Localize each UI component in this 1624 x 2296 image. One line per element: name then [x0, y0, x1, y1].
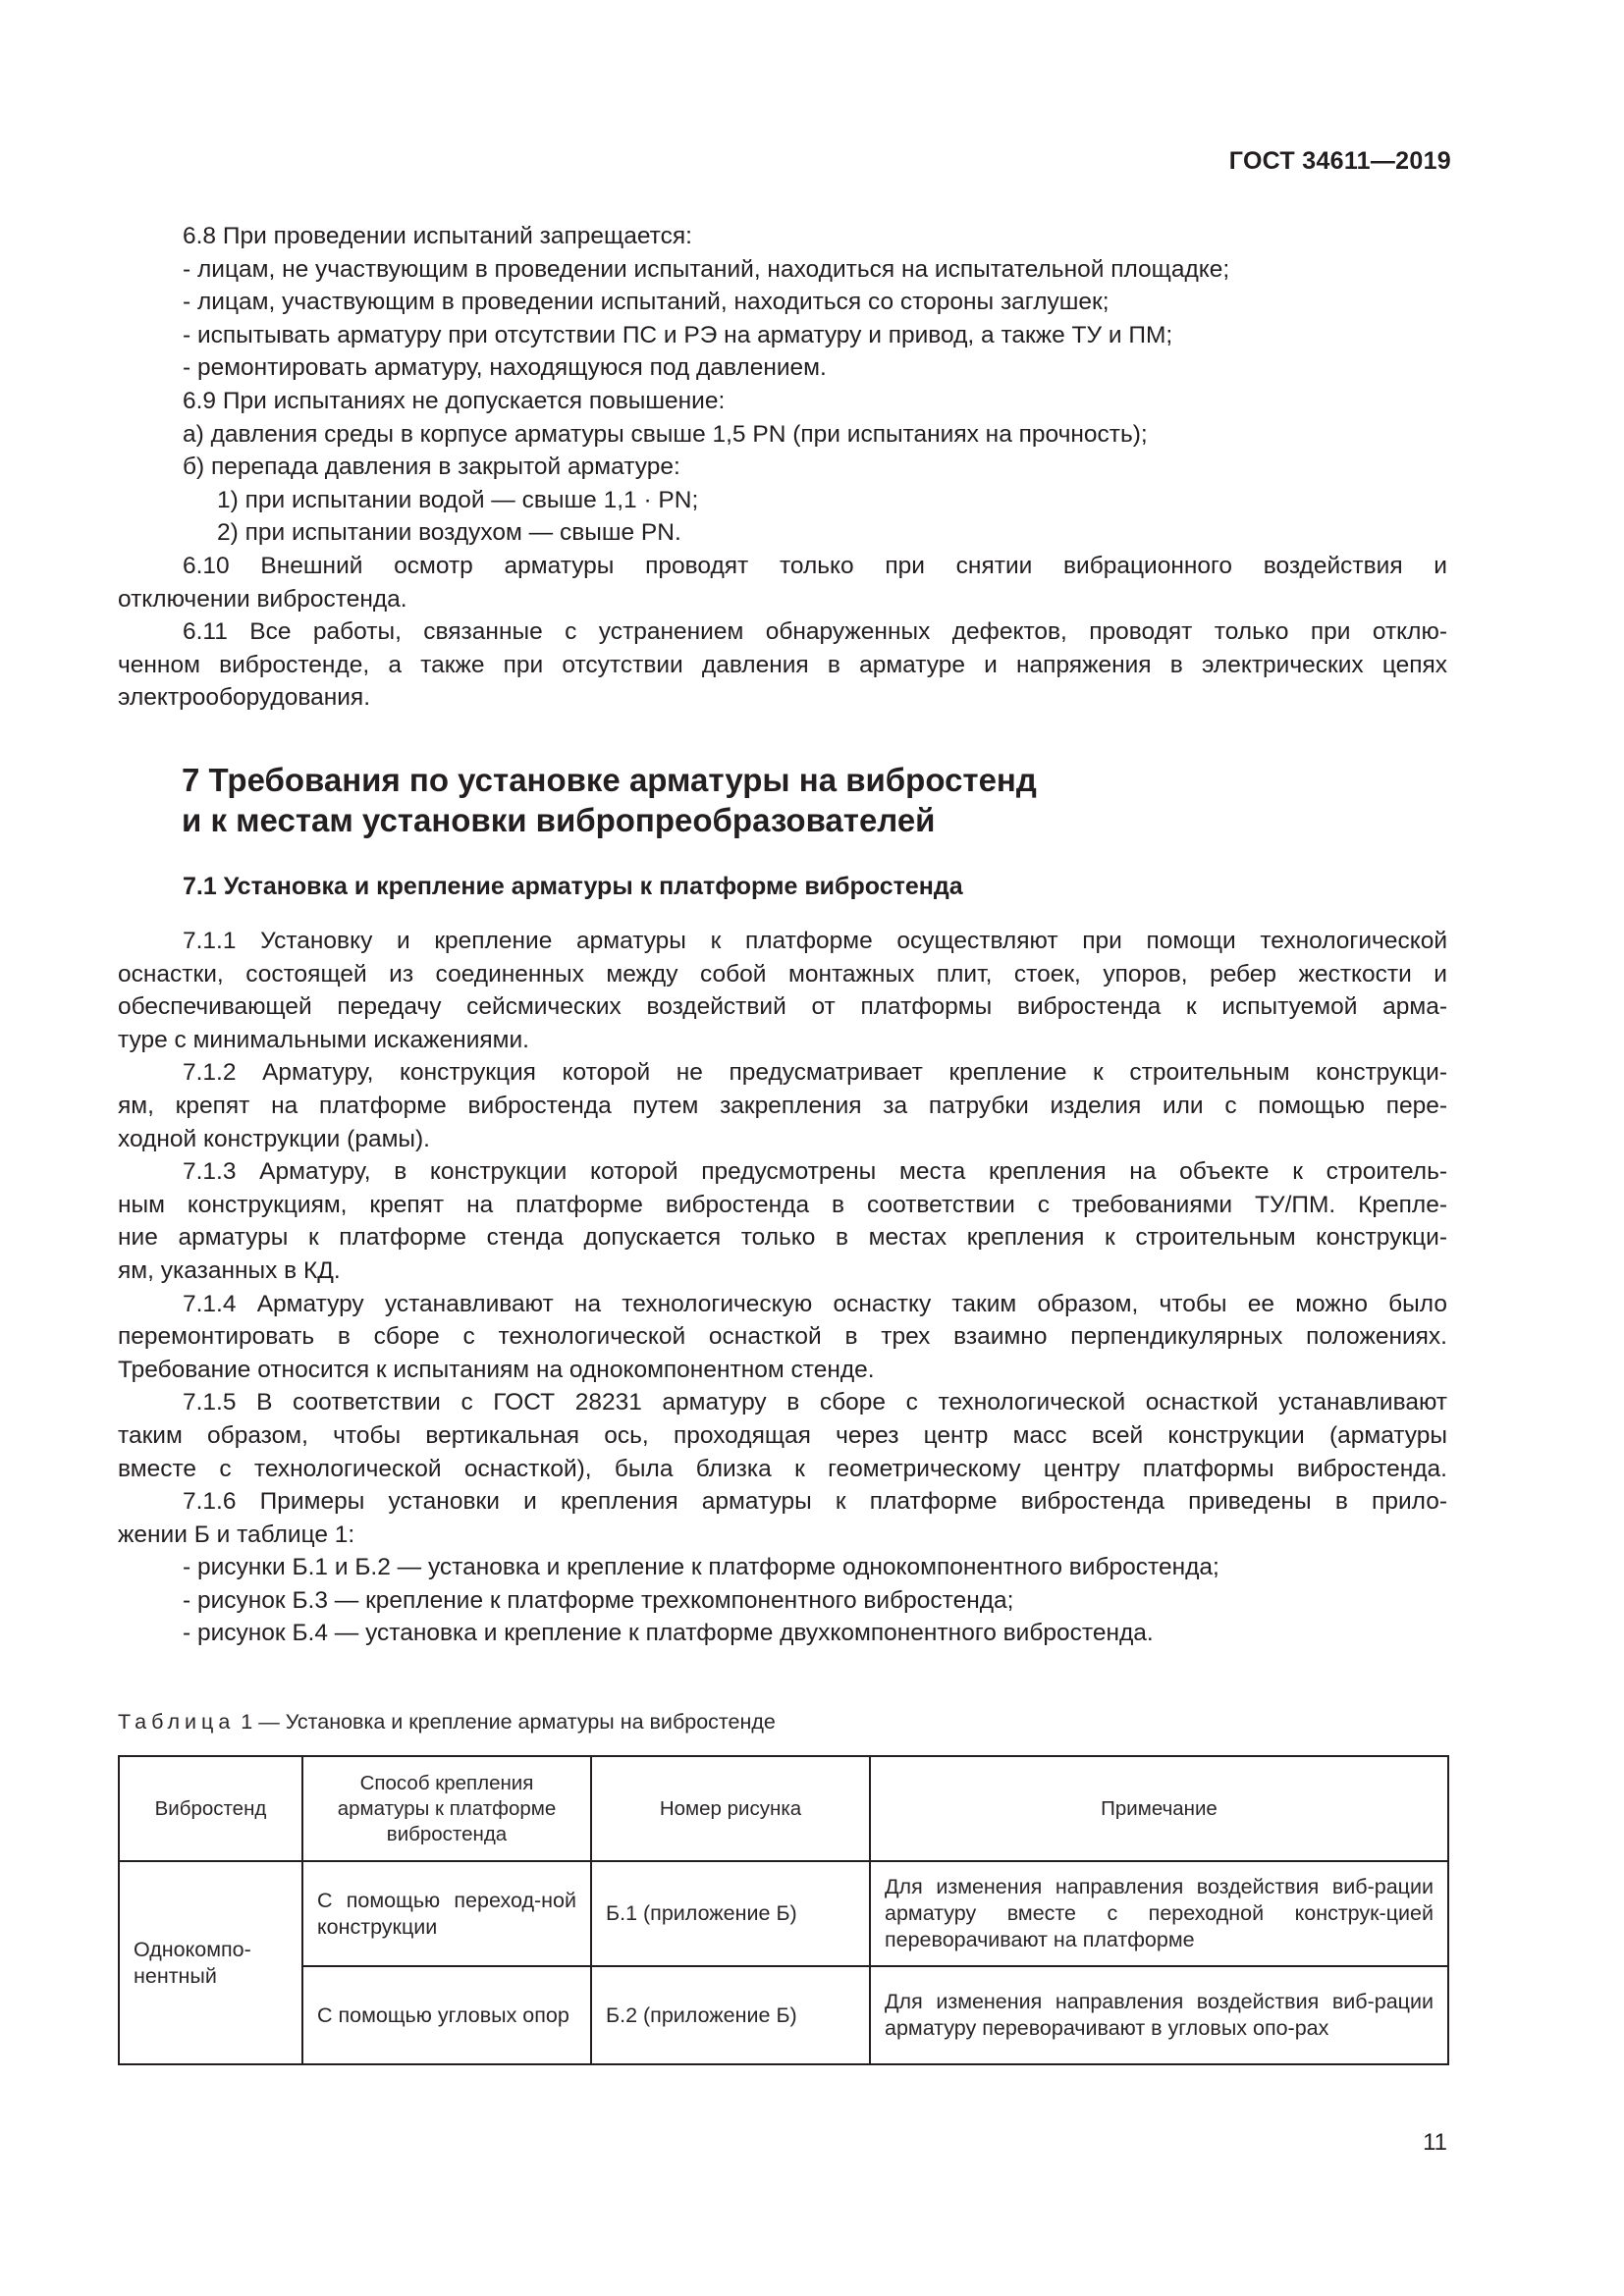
- paragraph-line: электрооборудования.: [118, 684, 370, 712]
- paragraph-line: обеспечивающей передачу сейсмических воздействий от платформы вибростенда к испытуемой арма-: [118, 993, 1447, 1021]
- list-item: - лицам, не участвующим в проведении испытаний, находиться на испытательной площадке;: [183, 255, 1230, 283]
- list-item: - рисунок Б.4 — установка и крепление к платформе двухкомпонентного вибростенда.: [183, 1620, 1154, 1647]
- paragraph-6-8: 6.8 При проведении испытаний запрещается:: [183, 223, 692, 249]
- cell-note: Для изменения направления воздействия виб-рации арматуру переворачивают в угловых опо-рах: [870, 1966, 1448, 2064]
- paragraph-7-1-3: 7.1.3 Арматуру, в конструкции которой предусмотрены места крепления на объекте к строитель-: [183, 1158, 1447, 1186]
- list-item: - рисунки Б.1 и Б.2 — установка и крепление к платформе однокомпонентного вибростенда;: [183, 1554, 1219, 1581]
- table-caption: [118, 1710, 776, 1735]
- heading-line: 7 Требования по установке арматуры на вибростенд: [182, 762, 1037, 798]
- heading-line: и к местам установки вибропреобразователей: [182, 802, 936, 838]
- paragraph-7-1-5: 7.1.5 В соответствии с ГОСТ 28231 арматуру в сборе с технологической оснасткой устанавливают: [183, 1389, 1447, 1416]
- cell-method: С помощью переход-ной конструкции: [302, 1861, 591, 1966]
- paragraph-line: ние арматуры к платформе стенда допускается только в местах крепления к строительным конструкци-: [118, 1224, 1447, 1252]
- paragraph-line: Требование относится к испытаниям на однокомпонентном стенде.: [118, 1356, 875, 1383]
- paragraph-6-10: 6.10 Внешний осмотр арматуры проводят только при снятии вибрационного воздействия и: [183, 552, 1447, 579]
- list-item: - ремонтировать арматуру, находящуюся под давлением.: [183, 354, 827, 382]
- paragraph-line: таким образом, чтобы вертикальная ось, проходящая через центр масс всей конструкции (арматуры: [118, 1421, 1447, 1449]
- paragraph-6-11: 6.11 Все работы, связанные с устранением обнаруженных дефектов, проводят только при отклю-: [183, 618, 1447, 646]
- paragraph-line: туре с минимальными искажениями.: [118, 1026, 529, 1053]
- paragraph-line: оснастки, состоящей из соединенных между собой монтажных плит, стоек, упоров, ребер жесткости и: [118, 960, 1447, 988]
- cell-stand: Однокомпо-нентный: [119, 1861, 302, 2064]
- column-header-figure: Номер рисунка: [591, 1756, 870, 1861]
- cell-note: Для изменения направления воздействия виб-рации арматуру вместе с переходной конструк-цией переворачивают на платформе: [870, 1861, 1448, 1966]
- table-1: [118, 1755, 1449, 2065]
- paragraph-line: вместе с технологической оснасткой), была близка к геометрическому центру платформы вибростенда.: [118, 1455, 1447, 1482]
- paragraph-line: ным конструкциям, крепят на платформе вибростенда в соответствии с требованиями ТУ/ПМ. Крепле-: [118, 1191, 1447, 1218]
- paragraph-7-1-6: 7.1.6 Примеры установки и крепления арматуры к платформе вибростенда приведены в прило-: [183, 1488, 1447, 1516]
- table-row: [119, 1966, 1448, 2064]
- section-7-heading: [182, 760, 1037, 840]
- column-header-note: Примечание: [870, 1756, 1448, 1861]
- paragraph-6-9: 6.9 При испытаниях не допускается повышение:: [183, 387, 726, 414]
- paragraph-line: жении Б и таблице 1:: [118, 1521, 355, 1548]
- cell-figure: Б.1 (приложение Б): [591, 1861, 870, 1966]
- paragraph-line: ям, крепят на платформе вибростенда путем закрепления за патрубки изделия или с помощью пере-: [118, 1092, 1447, 1119]
- sub-list-item: 2) при испытании воздухом — свыше PN.: [217, 519, 681, 547]
- paragraph-line: ченном вибростенде, а также при отсутствии давления в арматуре и напряжения в электрических цепях: [118, 651, 1447, 678]
- paragraph-7-1-4: 7.1.4 Арматуру устанавливают на технологическую оснастку таким образом, чтобы ее можно было: [183, 1290, 1447, 1317]
- cell-figure: Б.2 (приложение Б): [591, 1966, 870, 2064]
- standard-header: ГОСТ 34611—2019: [1228, 147, 1451, 175]
- paragraph-line: ходной конструкции (рамы).: [118, 1125, 430, 1152]
- cell-method: С помощью угловых опор: [302, 1966, 591, 2064]
- paragraph-7-1-2: 7.1.2 Арматуру, конструкция которой не предусматривает крепление к строительным конструкци-: [183, 1059, 1447, 1087]
- section-6: [118, 220, 1447, 715]
- table-caption-text: 1 — Установка и крепление арматуры на вибростенде: [235, 1710, 776, 1734]
- paragraph-line: отключении вибростенда.: [118, 585, 407, 613]
- table-caption-word: Таблица: [118, 1710, 236, 1734]
- paragraph-line: ям, указанных в КД.: [118, 1256, 341, 1284]
- table-row: [119, 1861, 1448, 1966]
- column-header-method: Способ крепления арматуры к платформе вибростенда: [302, 1756, 591, 1861]
- table-header-row: [119, 1756, 1448, 1861]
- section-7-1: [118, 925, 1447, 1650]
- list-item: - испытывать арматуру при отсутствии ПС и РЭ на арматуру и привод, а также ТУ и ПМ;: [183, 321, 1173, 348]
- paragraph-line: перемонтировать в сборе с технологической оснасткой в трех взаимно перпендикулярных положениях.: [118, 1323, 1447, 1351]
- list-item: б) перепада давления в закрытой арматуре:: [183, 454, 680, 481]
- paragraph-7-1-1: 7.1.1 Установку и крепление арматуры к платформе осуществляют при помощи технологической: [183, 928, 1447, 954]
- subsection-7-1-heading: 7.1 Установка и крепление арматуры к платформе вибростенда: [183, 873, 963, 900]
- sub-list-item: 1) при испытании водой — свыше 1,1 · PN;: [217, 486, 699, 513]
- list-item: - лицам, участвующим в проведении испытаний, находиться со стороны заглушек;: [183, 289, 1110, 316]
- list-item: а) давления среды в корпусе арматуры свыше 1,5 PN (при испытаниях на прочность);: [183, 420, 1148, 448]
- column-header-stand: Вибростенд: [119, 1756, 302, 1861]
- page-number: 11: [1423, 2129, 1447, 2156]
- list-item: - рисунок Б.3 — крепление к платформе трехкомпонентного вибростенда;: [183, 1586, 1014, 1614]
